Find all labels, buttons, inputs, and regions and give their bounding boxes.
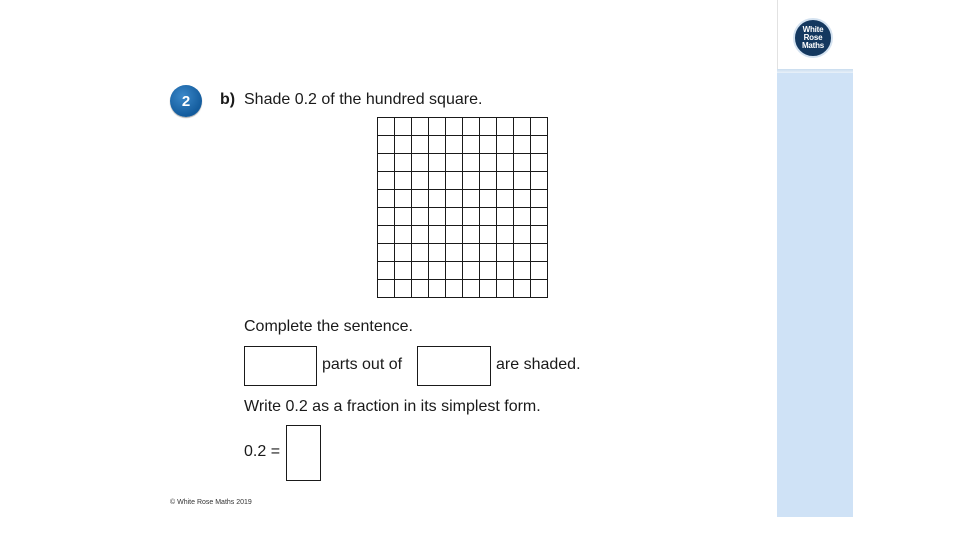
fraction-instruction: Write 0.2 as a fraction in its simplest form. <box>244 398 541 415</box>
grid-cell[interactable] <box>378 190 395 208</box>
grid-cell[interactable] <box>463 226 480 244</box>
question-part-label: b) <box>220 91 236 108</box>
fraction-answer-box[interactable] <box>286 425 321 481</box>
grid-cell[interactable] <box>395 118 412 136</box>
grid-cell[interactable] <box>480 280 497 298</box>
grid-cell[interactable] <box>497 154 514 172</box>
grid-cell[interactable] <box>531 172 548 190</box>
grid-cell[interactable] <box>531 244 548 262</box>
grid-cell[interactable] <box>412 244 429 262</box>
grid-cell[interactable] <box>463 280 480 298</box>
grid-cell[interactable] <box>514 244 531 262</box>
grid-cell[interactable] <box>514 190 531 208</box>
grid-cell[interactable] <box>514 262 531 280</box>
grid-cell[interactable] <box>480 208 497 226</box>
grid-cell[interactable] <box>531 118 548 136</box>
grid-cell[interactable] <box>463 136 480 154</box>
grid-cell[interactable] <box>412 262 429 280</box>
grid-cell[interactable] <box>429 280 446 298</box>
grid-cell[interactable] <box>429 244 446 262</box>
question-instruction: Shade 0.2 of the hundred square. <box>244 91 483 108</box>
grid-cell[interactable] <box>378 226 395 244</box>
grid-cell[interactable] <box>429 226 446 244</box>
grid-cell[interactable] <box>446 136 463 154</box>
grid-cell[interactable] <box>531 190 548 208</box>
grid-cell[interactable] <box>429 172 446 190</box>
grid-cell[interactable] <box>480 118 497 136</box>
grid-cell[interactable] <box>378 244 395 262</box>
grid-cell[interactable] <box>463 208 480 226</box>
grid-cell[interactable] <box>412 136 429 154</box>
grid-cell[interactable] <box>412 172 429 190</box>
grid-cell[interactable] <box>463 262 480 280</box>
fraction-label: 0.2 = <box>244 443 281 460</box>
grid-cell[interactable] <box>446 280 463 298</box>
grid-cell[interactable] <box>514 280 531 298</box>
logo-line-3: Maths <box>801 41 825 50</box>
hundred-square-grid[interactable] <box>377 117 548 298</box>
logo-line-1: White <box>802 25 824 34</box>
grid-cell[interactable] <box>429 262 446 280</box>
grid-cell[interactable] <box>412 190 429 208</box>
grid-cell[interactable] <box>395 172 412 190</box>
grid-cell[interactable] <box>497 136 514 154</box>
sentence-middle-text: parts out of <box>322 356 403 373</box>
grid-cell[interactable] <box>378 136 395 154</box>
grid-cell[interactable] <box>446 262 463 280</box>
grid-cell[interactable] <box>531 136 548 154</box>
grid-cell[interactable] <box>497 118 514 136</box>
copyright-notice: © White Rose Maths 2019 <box>170 499 252 506</box>
grid-cell[interactable] <box>497 226 514 244</box>
grid-cell[interactable] <box>531 262 548 280</box>
grid-cell[interactable] <box>412 280 429 298</box>
total-parts-input-box[interactable] <box>417 346 491 386</box>
sentence-end-text: are shaded. <box>496 356 581 373</box>
grid-cell[interactable] <box>480 136 497 154</box>
grid-cell[interactable] <box>395 208 412 226</box>
grid-cell[interactable] <box>412 208 429 226</box>
grid-cell[interactable] <box>531 280 548 298</box>
grid-cell[interactable] <box>429 154 446 172</box>
grid-cell[interactable] <box>412 226 429 244</box>
grid-cell[interactable] <box>378 262 395 280</box>
grid-cell[interactable] <box>429 208 446 226</box>
grid-cell[interactable] <box>514 226 531 244</box>
grid-cell[interactable] <box>395 190 412 208</box>
grid-cell[interactable] <box>531 208 548 226</box>
grid-cell[interactable] <box>531 154 548 172</box>
grid-cell[interactable] <box>514 208 531 226</box>
grid-cell[interactable] <box>378 208 395 226</box>
side-panel <box>777 73 853 517</box>
grid-cell[interactable] <box>480 172 497 190</box>
grid-cell[interactable] <box>446 154 463 172</box>
grid-cell[interactable] <box>446 190 463 208</box>
grid-cell[interactable] <box>395 280 412 298</box>
grid-cell[interactable] <box>446 208 463 226</box>
grid-cell[interactable] <box>480 262 497 280</box>
grid-cell[interactable] <box>446 226 463 244</box>
grid-cell[interactable] <box>463 190 480 208</box>
grid-cell[interactable] <box>514 172 531 190</box>
grid-cell[interactable] <box>463 244 480 262</box>
grid-cell[interactable] <box>446 244 463 262</box>
grid-cell[interactable] <box>514 118 531 136</box>
grid-cell[interactable] <box>497 280 514 298</box>
grid-cell[interactable] <box>497 244 514 262</box>
grid-cell[interactable] <box>395 262 412 280</box>
grid-cell[interactable] <box>378 154 395 172</box>
grid-cell[interactable] <box>497 262 514 280</box>
grid-cell[interactable] <box>446 118 463 136</box>
grid-cell[interactable] <box>514 136 531 154</box>
grid-cell[interactable] <box>480 154 497 172</box>
grid-cell[interactable] <box>395 226 412 244</box>
grid-cell[interactable] <box>463 118 480 136</box>
grid-cell[interactable] <box>429 118 446 136</box>
grid-cell[interactable] <box>412 154 429 172</box>
grid-cell[interactable] <box>378 118 395 136</box>
grid-cell[interactable] <box>480 190 497 208</box>
grid-cell[interactable] <box>497 172 514 190</box>
grid-cell[interactable] <box>463 154 480 172</box>
grid-cell[interactable] <box>463 172 480 190</box>
grid-cell[interactable] <box>429 136 446 154</box>
grid-cell[interactable] <box>446 172 463 190</box>
grid-cell[interactable] <box>378 172 395 190</box>
sentence-heading: Complete the sentence. <box>244 318 413 335</box>
grid-cell[interactable] <box>395 244 412 262</box>
grid-cell[interactable] <box>395 136 412 154</box>
logo-line-2: Rose <box>803 33 823 42</box>
grid-cell[interactable] <box>378 280 395 298</box>
grid-cell[interactable] <box>429 190 446 208</box>
grid-cell[interactable] <box>480 244 497 262</box>
grid-cell[interactable] <box>514 154 531 172</box>
grid-cell[interactable] <box>531 226 548 244</box>
grid-cell[interactable] <box>497 208 514 226</box>
grid-cell[interactable] <box>395 154 412 172</box>
grid-cell[interactable] <box>480 226 497 244</box>
grid-cell[interactable] <box>497 190 514 208</box>
grid-cell[interactable] <box>412 118 429 136</box>
parts-shaded-input-box[interactable] <box>244 346 317 386</box>
question-number-badge: 2 <box>170 85 202 117</box>
white-rose-maths-logo <box>793 18 833 58</box>
